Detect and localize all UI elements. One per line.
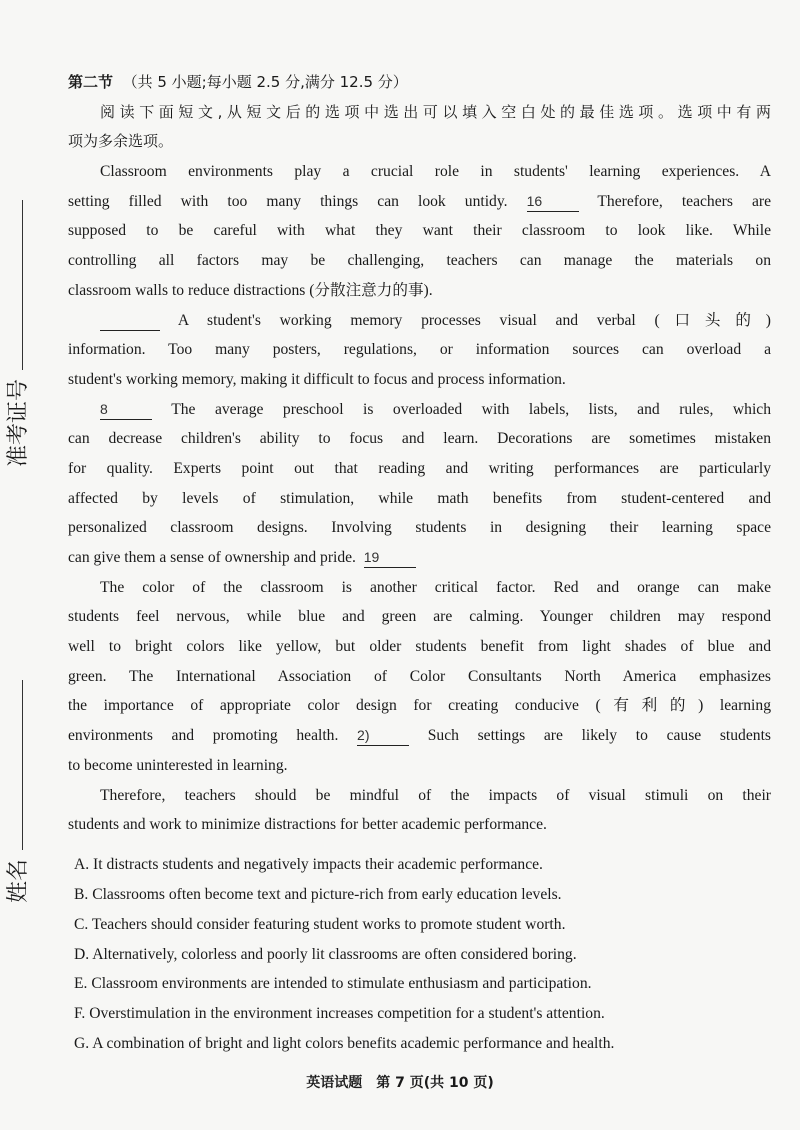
text-line: information. Too many posters, regulations, or information sources can overload a: [68, 341, 771, 359]
text: The average preschool is overloaded with labels, lists, and rules, which: [171, 400, 772, 418]
option-e: E. Classroom environments are intended to stimulate enthusiasm and participation.: [74, 975, 592, 993]
answer-blank-16: 16: [527, 191, 579, 212]
text-line: can decrease children's ability to focus and learn. Decorations are sometimes mistaken: [68, 430, 771, 448]
text: Such settings are likely to cause students: [427, 727, 771, 745]
text-line: [68, 721, 771, 751]
text-line: to become uninterested in learning.: [68, 756, 288, 774]
option-f: F. Overstimulation in the environment increases competition for a student's attention.: [74, 1005, 605, 1023]
instructions: 阅读下面短文,从短文后的选项中选出可以填入空白处的最佳选项。选项中有两: [100, 102, 771, 121]
text-line: for quality. Experts point out that reading and writing performances are particularly: [68, 459, 771, 477]
option-d: D. Alternatively, colorless and poorly lit classrooms are often considered boring.: [74, 945, 577, 963]
paragraph-1: [68, 157, 771, 305]
page-footer: 英语试题 第 7 页(共 10 页): [306, 1075, 494, 1091]
text-line: affected by levels of stimulation, while math benefits from student-centered and: [68, 489, 771, 507]
text-line: [68, 395, 771, 425]
option-b: B. Classrooms often become text and picture-rich from early education levels.: [74, 885, 562, 903]
text-line: [68, 306, 771, 336]
text: environments and promoting health.: [68, 727, 339, 745]
answer-blank-19: 19: [364, 547, 416, 568]
section-title: 第二节: [68, 73, 114, 91]
text-line: Classroom environments play a crucial role in students' learning experiences. A: [100, 163, 771, 181]
name-line: [22, 680, 23, 850]
option-a: A. It distracts students and negatively impacts their academic performance.: [74, 855, 543, 873]
text-line: well to bright colors like yellow, but older students benefit from light shades of blue and: [68, 638, 771, 656]
exam-number-label: 准考证号: [6, 379, 31, 468]
text-line: The color of the classroom is another critical factor. Red and orange can make: [100, 578, 771, 596]
answer-blank-18: 8: [100, 399, 152, 420]
section-header: [68, 68, 771, 98]
text: A student's working memory processes visual and verbal (口头的): [177, 311, 771, 329]
text: Therefore, teachers are: [597, 192, 772, 210]
text-line: controlling all factors may be challenging, teachers can manage the materials on: [68, 252, 771, 270]
section-points: （共 5 小题;每小题 2.5 分,满分 12.5 分）: [122, 73, 408, 91]
paragraph-2: [68, 306, 771, 395]
exam-number-line: [22, 200, 23, 370]
text-line: classroom walls to reduce distractions (分散注意力的事).: [68, 281, 433, 299]
text: setting filled with too many things can look untidy.: [68, 192, 508, 210]
paragraph-5: [68, 781, 771, 840]
name-label: 姓名: [6, 859, 31, 904]
answer-blank-17: [100, 310, 160, 331]
text-line: personalized classroom designs. Involving students in designing their learning space: [68, 519, 771, 537]
instructions-cont: 项为多余选项。: [68, 132, 174, 151]
text-line: supposed to be careful with what they want their classroom to look like. While: [68, 222, 771, 240]
exam-page: [68, 68, 771, 1059]
answer-blank-20: 2): [357, 725, 409, 746]
text-line: [68, 187, 771, 217]
text: can give them a sense of ownership and pride.: [68, 549, 356, 566]
text-line: student's working memory, making it difficult to focus and process information.: [68, 370, 566, 388]
text-line: students and work to minimize distractions for better academic performance.: [68, 816, 547, 834]
text-line: [68, 543, 771, 573]
paragraph-4: [68, 573, 771, 781]
paragraph-3: [68, 395, 771, 573]
text-line: the importance of appropriate color design for creating conducive (有利的) learning: [68, 697, 771, 715]
text-line: green. The International Association of Color Consultants North America emphasizes: [68, 667, 771, 685]
text-line: Therefore, teachers should be mindful of the impacts of visual stimuli on their: [100, 786, 771, 804]
option-c: C. Teachers should consider featuring student works to promote student worth.: [74, 915, 566, 933]
text-line: students feel nervous, while blue and green are calming. Younger children may respond: [68, 608, 771, 626]
option-g: G. A combination of bright and light colors benefits academic performance and health.: [74, 1035, 615, 1053]
options-list: [68, 850, 771, 1059]
